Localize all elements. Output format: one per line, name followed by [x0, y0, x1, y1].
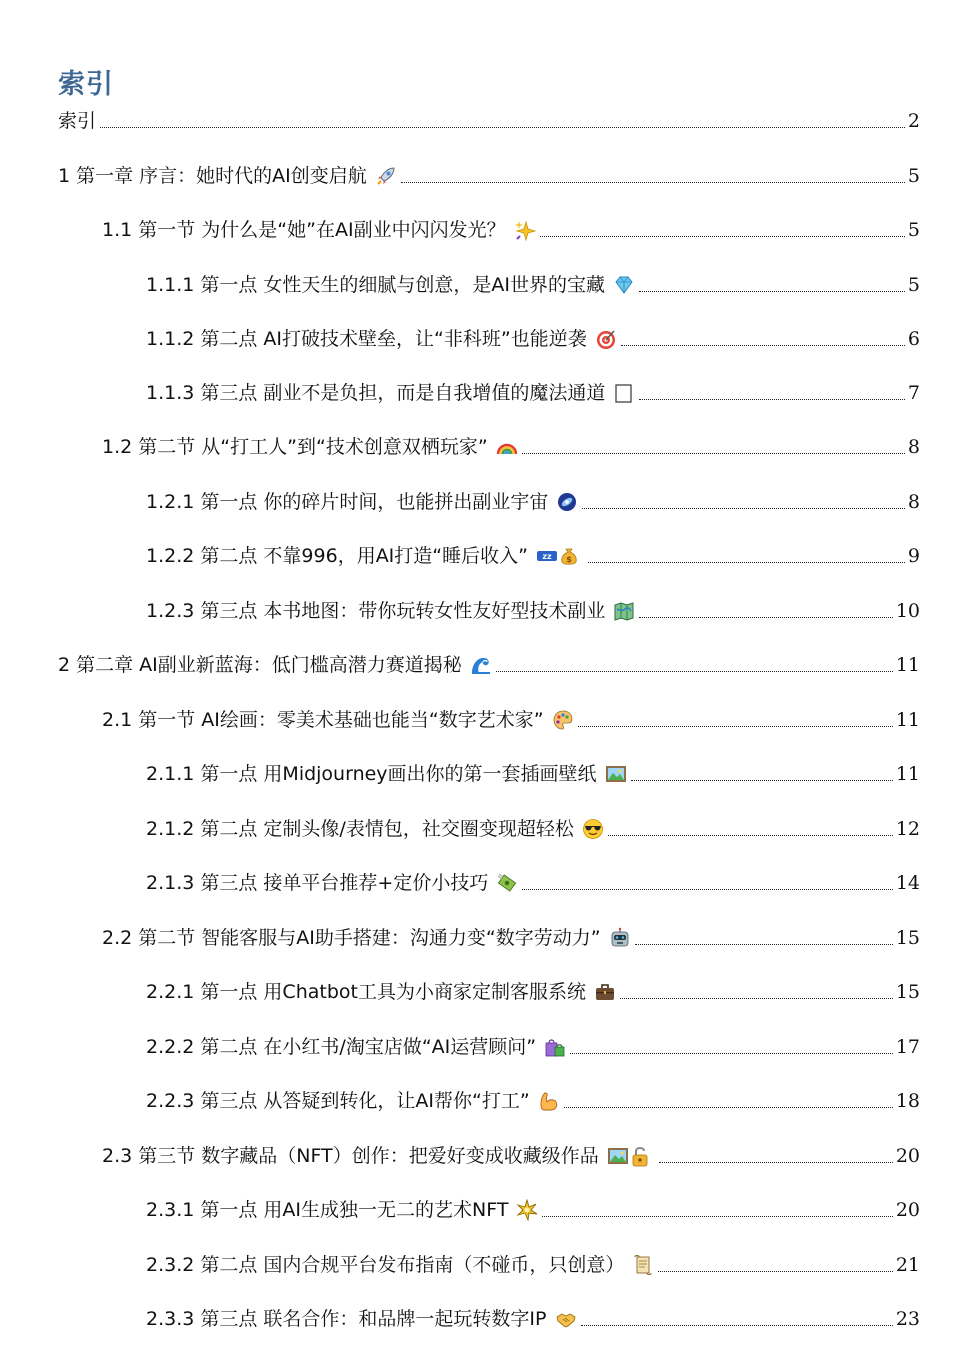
sunglasses-face-icon	[582, 818, 604, 840]
toc-page-number: 8	[907, 491, 920, 513]
toc-page-number: 5	[907, 165, 920, 187]
dot-leader	[635, 944, 893, 945]
toc-entry[interactable]	[58, 157, 920, 191]
table-of-contents	[58, 0, 920, 1346]
dot-leader	[582, 508, 904, 509]
toc-entry-title: 2.1.1 第一点 用Midjourney画出你的第一套插画壁纸	[146, 763, 597, 785]
toc-entry[interactable]	[58, 1300, 920, 1334]
toc-entry-title: 索引	[58, 110, 97, 132]
toc-entry[interactable]	[58, 1137, 920, 1171]
toc-entry[interactable]	[58, 374, 920, 408]
toc-page-number: 20	[895, 1199, 920, 1221]
handshake-icon	[555, 1308, 577, 1330]
dot-leader	[578, 726, 893, 727]
missing-glyph-icon	[613, 382, 635, 404]
dot-leader	[100, 127, 905, 128]
dot-leader	[658, 1271, 892, 1272]
toc-entry[interactable]	[58, 646, 920, 680]
shopping-bags-icon	[544, 1036, 566, 1058]
toc-entry-title: 2.2.1 第一点 用Chatbot工具为小商家定制客服系统	[146, 981, 586, 1003]
toc-entry-title: 2.3.1 第一点 用AI生成独一无二的艺术NFT	[146, 1199, 509, 1221]
sparkles-icon	[514, 219, 536, 241]
dot-leader	[608, 835, 893, 836]
dot-leader	[542, 1216, 892, 1217]
toc-page-number: 5	[907, 219, 920, 241]
star-burst-icon	[516, 1199, 538, 1221]
toc-page-number: 6	[907, 328, 920, 350]
toc-page-number: 15	[895, 927, 920, 949]
toc-entry-title: 2.3 第三节 数字藏品（NFT）创作：把爱好变成收藏级作品	[102, 1145, 599, 1167]
toc-page-number: 23	[895, 1308, 920, 1330]
toc-page-number: 12	[895, 818, 920, 840]
dot-leader	[401, 182, 905, 183]
page-title: 索引	[58, 69, 114, 100]
toc-entry-title: 2.1 第一节 AI绘画：零美术基础也能当“数字艺术家”	[102, 709, 544, 731]
map-icon	[613, 600, 635, 622]
toc-page-number: 9	[907, 545, 920, 567]
toc-entry-title: 2.3.2 第二点 国内合规平台发布指南（不碰币，只创意）	[146, 1254, 625, 1276]
svg-text:$: $	[566, 555, 572, 564]
toc-page-number: 10	[895, 600, 920, 622]
dot-leader	[639, 399, 904, 400]
toc-page-number: 20	[895, 1145, 920, 1167]
palette-icon	[552, 709, 574, 731]
galaxy-icon	[556, 491, 578, 513]
toc-entry-title: 2.1.3 第三点 接单平台推荐+定价小技巧	[146, 872, 489, 894]
toc-page-number: 21	[895, 1254, 920, 1276]
dot-leader	[620, 998, 893, 999]
toc-page-number: 7	[907, 382, 920, 404]
scroll-icon	[632, 1254, 654, 1276]
dot-leader	[631, 780, 893, 781]
toc-entry[interactable]	[58, 701, 920, 735]
flexed-biceps-icon	[538, 1090, 560, 1112]
toc-entry[interactable]	[58, 102, 920, 136]
toc-entry[interactable]	[58, 537, 920, 571]
toc-entry[interactable]	[58, 810, 920, 844]
zzz-moneybag-icon	[536, 545, 584, 567]
dot-leader	[522, 453, 905, 454]
toc-entry-title: 1.1 第一节 为什么是“她”在AI副业中闪闪发光？	[102, 219, 506, 241]
toc-entry-title: 1.2.2 第二点 不靠996，用AI打造“睡后收入”	[146, 545, 528, 567]
briefcase-icon	[594, 981, 616, 1003]
toc-entry-title: 2.2 第二节 智能客服与AI助手搭建：沟通力变“数字劳动力”	[102, 927, 601, 949]
dot-leader	[639, 617, 892, 618]
toc-entry-title: 2 第二章 AI副业新蓝海：低门槛高潜力赛道揭秘	[58, 654, 462, 676]
dot-leader	[540, 236, 905, 237]
toc-entry-title: 1.1.2 第二点 AI打破技术壁垒，让“非科班”也能逆袭	[146, 328, 587, 350]
toc-entry[interactable]	[58, 755, 920, 789]
framed-picture-icon	[605, 763, 627, 785]
rainbow-icon	[496, 436, 518, 458]
toc-page-number: 11	[895, 709, 920, 731]
toc-page-number: 17	[895, 1036, 920, 1058]
toc-entry-title: 2.3.3 第三点 联名合作：和品牌一起玩转数字IP	[146, 1308, 547, 1330]
dot-leader	[639, 291, 905, 292]
dot-leader	[570, 1053, 893, 1054]
robot-icon	[609, 927, 631, 949]
svg-text:zz: zz	[542, 552, 552, 561]
toc-page-number: 8	[907, 436, 920, 458]
toc-page-number: 18	[895, 1090, 920, 1112]
toc-entry-title: 1.1.3 第三点 副业不是负担，而是自我增值的魔法通道	[146, 382, 606, 404]
toc-entry[interactable]	[58, 211, 920, 245]
toc-entry-title: 1.2.1 第一点 你的碎片时间，也能拼出副业宇宙	[146, 491, 549, 513]
toc-entry[interactable]	[58, 973, 920, 1007]
toc-page-number: 15	[895, 981, 920, 1003]
dot-leader	[496, 671, 893, 672]
toc-entry[interactable]	[58, 1028, 920, 1062]
toc-entry[interactable]	[58, 864, 920, 898]
toc-entry[interactable]	[58, 592, 920, 626]
dot-leader	[522, 889, 892, 890]
toc-entry-title: 1.2.3 第三点 本书地图：带你玩转女性友好型技术副业	[146, 600, 606, 622]
toc-entry[interactable]	[58, 428, 920, 462]
toc-page-number: 14	[895, 872, 920, 894]
money-with-wings-icon	[496, 872, 518, 894]
toc-entry-title: 1 第一章 序言：她时代的AI创变启航	[58, 165, 367, 187]
gem-icon	[613, 274, 635, 296]
toc-page-number: 5	[907, 274, 920, 296]
dot-leader	[581, 1325, 893, 1326]
toc-entry[interactable]	[58, 320, 920, 354]
toc-entry[interactable]	[58, 1191, 920, 1225]
rocket-icon	[375, 165, 397, 187]
dot-leader	[659, 1162, 893, 1163]
target-icon	[595, 328, 617, 350]
toc-page-number: 11	[895, 654, 920, 676]
picture-lock-icon	[607, 1145, 655, 1167]
toc-page-number: 11	[895, 763, 920, 785]
wave-icon	[470, 654, 492, 676]
dot-leader	[564, 1107, 893, 1108]
toc-entry[interactable]	[58, 266, 920, 300]
toc-entry-title: 1.1.1 第一点 女性天生的细腻与创意，是AI世界的宝藏	[146, 274, 606, 296]
toc-page-number: 2	[907, 110, 920, 132]
toc-entry-title: 2.1.2 第二点 定制头像/表情包，社交圈变现超轻松	[146, 818, 574, 840]
dot-leader	[621, 345, 905, 346]
toc-entry[interactable]	[58, 483, 920, 517]
toc-entry[interactable]	[58, 1246, 920, 1280]
toc-entry-title: 1.2 第二节 从“打工人”到“技术创意双栖玩家”	[102, 436, 488, 458]
toc-entry[interactable]	[58, 919, 920, 953]
toc-entry-title: 2.2.2 第二点 在小红书/淘宝店做“AI运营顾问”	[146, 1036, 537, 1058]
toc-entry-title: 2.2.3 第三点 从答疑到转化，让AI帮你“打工”	[146, 1090, 530, 1112]
dot-leader	[588, 562, 905, 563]
toc-entry[interactable]	[58, 1082, 920, 1116]
